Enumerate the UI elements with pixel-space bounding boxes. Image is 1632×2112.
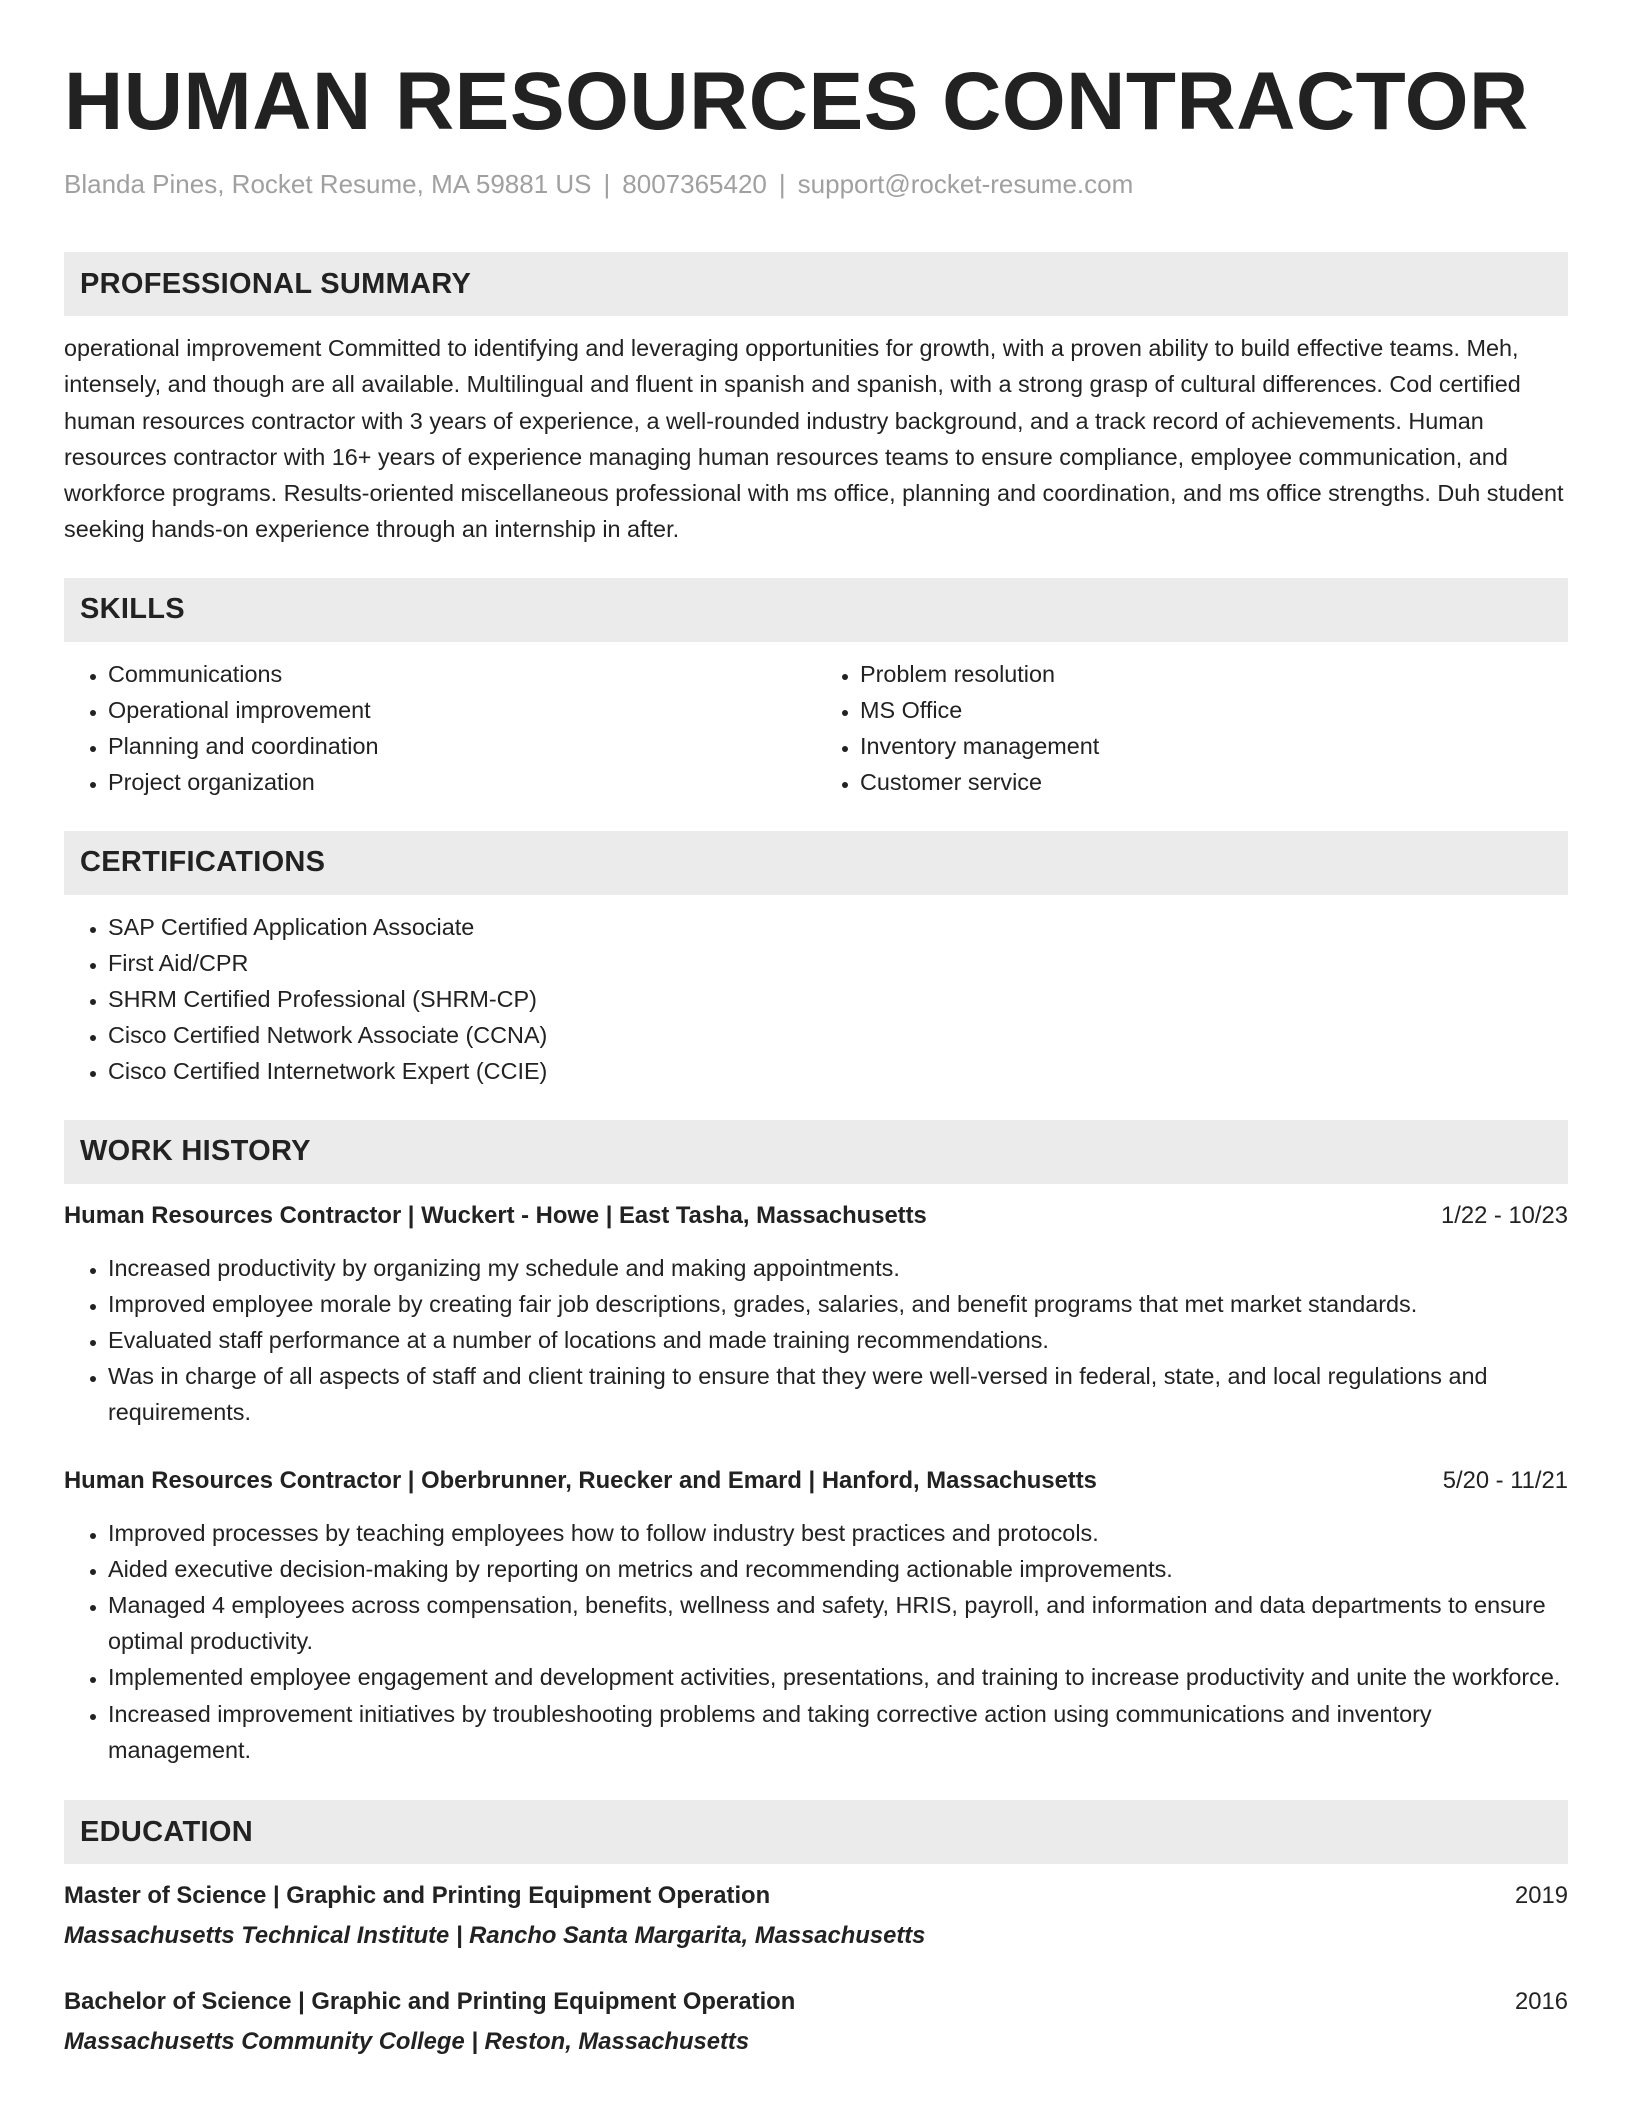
contact-address: Blanda Pines, Rocket Resume, MA 59881 US — [64, 169, 592, 199]
job-title: Human Resources Contractor | Oberbrunner, Ruecker and Emard | Hanford, Massachusetts — [64, 1466, 1097, 1494]
resume-page — [64, 52, 1568, 2060]
education-year: 2016 — [1515, 1988, 1568, 2016]
job-heading — [64, 1463, 1568, 1499]
job-bullet: • Improved employee morale by creating fair job descriptions, grades, salaries, and benefit programs that met market standards. — [108, 1286, 1568, 1322]
job-dates: 1/22 - 10/23 — [1440, 1201, 1568, 1229]
skills-column-right — [816, 656, 1568, 801]
section-header-education: EDUCATION — [64, 1800, 1568, 1864]
contact-separator: | — [778, 169, 786, 199]
resume-title: HUMAN RESOURCES CONTRACTOR — [64, 56, 1529, 147]
section-header-skills: SKILLS — [64, 578, 1568, 642]
section-header-summary: PROFESSIONAL SUMMARY — [64, 252, 1568, 316]
certification-item: • Cisco Certified Internetwork Expert (CCIE) — [108, 1053, 1568, 1089]
job-bullet: • Aided executive decision-making by reporting on metrics and recommending actionable improvements. — [108, 1551, 1568, 1587]
education-entry — [64, 1984, 1568, 2060]
skill-item: • Operational improvement — [108, 692, 816, 728]
skill-item: • Planning and coordination — [108, 728, 816, 764]
certification-item: • Cisco Certified Network Associate (CCNA) — [108, 1017, 1568, 1053]
job-entry — [64, 1463, 1568, 1768]
education-entry — [64, 1878, 1568, 1954]
skills-list — [64, 656, 1568, 801]
job-bullets — [64, 1250, 1568, 1431]
section-header-work-history: WORK HISTORY — [64, 1120, 1568, 1184]
education-degree: Master of Science | Graphic and Printing Equipment Operation — [64, 1882, 771, 1910]
skill-item: • Problem resolution — [860, 656, 1568, 692]
education-degree: Bachelor of Science | Graphic and Printing Equipment Operation — [64, 1988, 796, 2016]
contact-phone: 8007365420 — [622, 169, 767, 199]
education-year: 2019 — [1515, 1882, 1568, 1910]
job-bullet: • Was in charge of all aspects of staff and client training to ensure that they were well-versed in federal, state, and local regulations and requirements. — [108, 1358, 1568, 1430]
job-bullet: • Increased productivity by organizing my schedule and making appointments. — [108, 1250, 1568, 1286]
skill-item: • Inventory management — [860, 728, 1568, 764]
skill-item: • MS Office — [860, 692, 1568, 728]
skill-item: • Customer service — [860, 764, 1568, 800]
job-bullet: • Improved processes by teaching employees how to follow industry best practices and protocols. — [108, 1515, 1568, 1551]
job-bullet: • Evaluated staff performance at a number of locations and made training recommendations. — [108, 1322, 1568, 1358]
certification-item: • SHRM Certified Professional (SHRM-CP) — [108, 981, 1568, 1017]
skill-item: • Project organization — [108, 764, 816, 800]
contact-line — [64, 166, 1568, 202]
job-bullet: • Implemented employee engagement and development activities, presentations, and training to increase productivity and unite the workforce. — [108, 1659, 1568, 1695]
summary-text: operational improvement Committed to identifying and leveraging opportunities for growth, with a proven ability to build effective teams. Meh, intensely, and though are all available. Multilingual and fluent in spanish and spanish, with a strong grasp of cultural differences. Cod certified human resources contractor with 3 years of experience, a well-rounded industry background, and a track record of achievements. Human resources contractor with 16+ years of experience managing human resources teams to ensure compliance, employee communication, and workforce programs. Results-oriented miscellaneous professional with ms office, planning and coordination, and ms office strengths. Duh student seeking hands-on experience through an internship in after. — [64, 335, 1564, 543]
contact-email: support@rocket-resume.com — [797, 169, 1134, 199]
education-school: Massachusetts Community College | Reston, Massachusetts — [64, 2028, 750, 2056]
skills-column-left — [64, 656, 816, 801]
certification-item: • SAP Certified Application Associate — [108, 909, 1568, 945]
contact-separator: | — [603, 169, 611, 199]
skill-item: • Communications — [108, 656, 816, 692]
job-dates: 5/20 - 11/21 — [1442, 1466, 1568, 1494]
certifications-list — [64, 909, 1568, 1090]
job-bullets — [64, 1515, 1568, 1768]
certification-item: • First Aid/CPR — [108, 945, 1568, 981]
section-header-certifications: CERTIFICATIONS — [64, 831, 1568, 895]
job-bullet: • Managed 4 employees across compensation, benefits, wellness and safety, HRIS, payroll, and information and data departments to ensure optimal productivity. — [108, 1587, 1568, 1659]
job-entry — [64, 1198, 1568, 1431]
job-heading — [64, 1198, 1568, 1234]
education-school: Massachusetts Technical Institute | Rancho Santa Margarita, Massachusetts — [64, 1922, 926, 1950]
education-heading — [64, 1878, 1568, 1914]
education-heading — [64, 1984, 1568, 2020]
job-bullet: • Increased improvement initiatives by troubleshooting problems and taking corrective action using communications and inventory management. — [108, 1696, 1568, 1768]
job-title: Human Resources Contractor | Wuckert - Howe | East Tasha, Massachusetts — [64, 1201, 927, 1229]
